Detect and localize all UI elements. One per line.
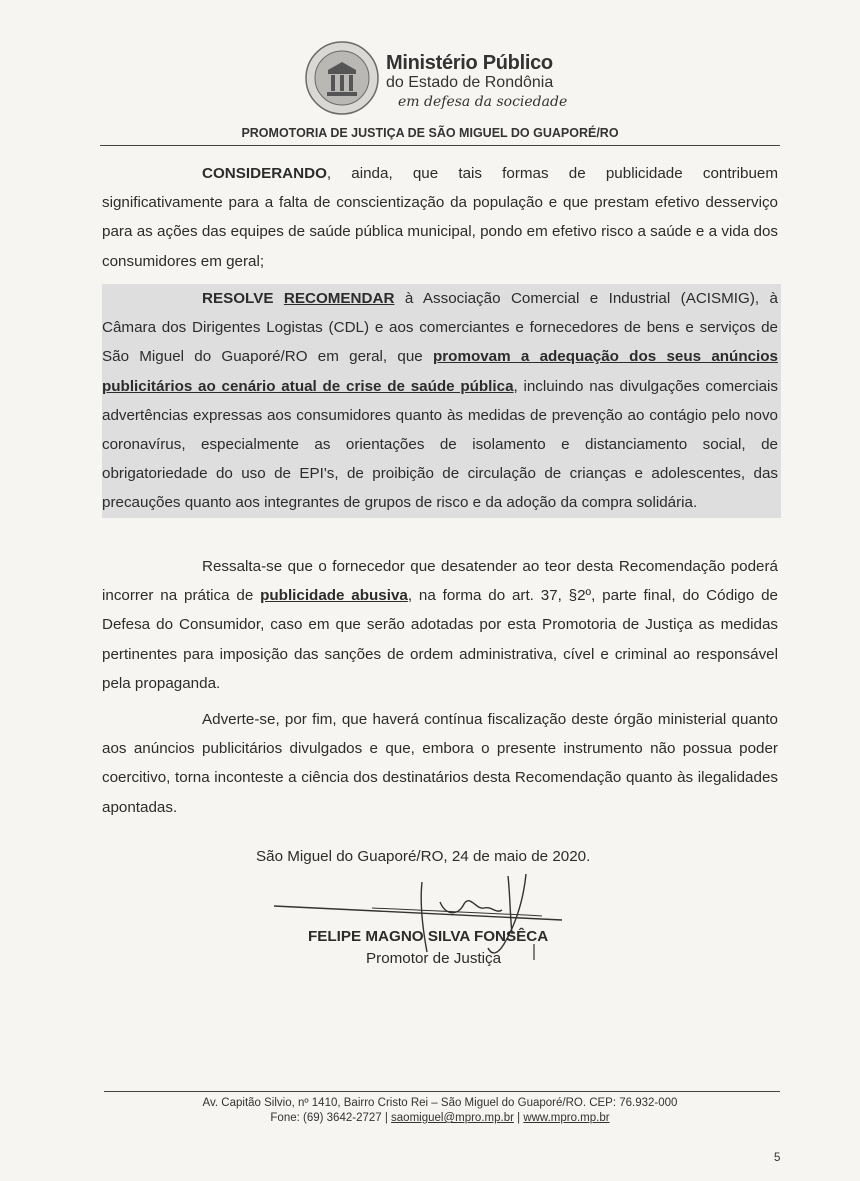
paragraph-text: , na forma do art. 37, §2º, parte final, do Código de Defesa do Consumidor, caso em que serão adotadas por esta Promotoria de Justiça as medidas pertinentes para imposição das sanções de ordem administrativa, cível e criminal ao responsável pela propaganda. <box>102 587 778 692</box>
emphasis-adequacao: promovam a adequação dos seus anúncios publicitários ao cenário atual de crise de saúde pública <box>102 348 778 395</box>
header-divider <box>100 145 780 146</box>
paragraph-text: Adverte-se, por fim, que haverá contínua fiscalização deste órgão ministerial quanto aos anúncios publicitários divulgados e que, embora o presente instrumento não possua poder coercitivo, torna inconteste a ciência dos destinatários desta Recomendação quanto às ilegalidades apontadas. <box>102 711 778 816</box>
footer-phone: Fone: (69) 3642-2727 | <box>270 1112 392 1124</box>
ministerio-publico-seal <box>304 40 380 116</box>
paragraph-text: Ressalta-se que o fornecedor que desatender ao teor desta Recomendação poderá incorrer na prática de <box>102 558 778 605</box>
paragraph-adverte <box>102 705 778 822</box>
page-number: 5 <box>774 1152 781 1164</box>
lead-resolve: RESOLVE <box>202 290 274 307</box>
footer-contact <box>0 1112 860 1124</box>
office-title: PROMOTORIA DE JUSTIÇA DE SÃO MIGUEL DO GUAPORÉ/RO <box>241 126 619 140</box>
footer-divider <box>104 1091 780 1092</box>
org-motto: em defesa da sociedade <box>398 94 568 110</box>
paragraph-ressalta <box>102 552 778 698</box>
signer-role: Promotor de Justiça <box>366 950 502 967</box>
paragraph-resolve-recomendar <box>102 284 781 518</box>
paragraph-text: , incluindo nas divulgações comerciais advertências expressas aos consumidores quanto às medidas de prevenção ao contágio pelo novo coronavírus, especialmente as orientações de isolamento e distanciamento social, de obrigatoriedade do uso de EPI's, de proibição de circulação de crianças e adolescentes, das precauções quanto aos integrantes de grupos de risco e da adoção da compra solidária. <box>102 377 778 512</box>
footer-email-link[interactable]: saomiguel@mpro.mp.br <box>391 1112 514 1124</box>
lead-recomendar: RECOMENDAR <box>283 290 395 307</box>
footer-address: Av. Capitão Silvio, nº 1410, Bairro Cristo Rei – São Miguel do Guaporé/RO. CEP: 76.932-000 <box>202 1097 678 1109</box>
date-line: São Miguel do Guaporé/RO, 24 de maio de 2020. <box>256 848 591 865</box>
org-name: Ministério Público <box>386 52 553 74</box>
emphasis-publicidade-abusiva: publicidade abusiva <box>260 587 408 605</box>
paragraph-text: , ainda, que tais formas de publicidade contribuem significativamente para a falta de conscientização da população e que prestam efetivo desserviço para as ações das equipes de saúde pública municipal, pondo em efetivo risco a saúde e a vida dos consumidores em geral; <box>102 165 778 270</box>
footer-website-link[interactable]: www.mpro.mp.br <box>523 1112 610 1124</box>
handwritten-signature <box>272 870 572 960</box>
lead-considerando: CONSIDERANDO <box>202 165 327 182</box>
footer-separator: | <box>513 1112 524 1124</box>
org-state: do Estado de Rondônia <box>386 74 554 91</box>
paragraph-text: à Associação Comercial e Industrial (ACISMIG), à Câmara dos Dirigentes Logistas (CDL) e aos comerciantes e fornecedores de bens e serviços de São Miguel do Guaporé/RO em geral, que <box>102 290 778 366</box>
signer-name: FELIPE MAGNO SILVA FONSÊCA <box>308 928 549 945</box>
paragraph-considerando <box>102 159 778 276</box>
